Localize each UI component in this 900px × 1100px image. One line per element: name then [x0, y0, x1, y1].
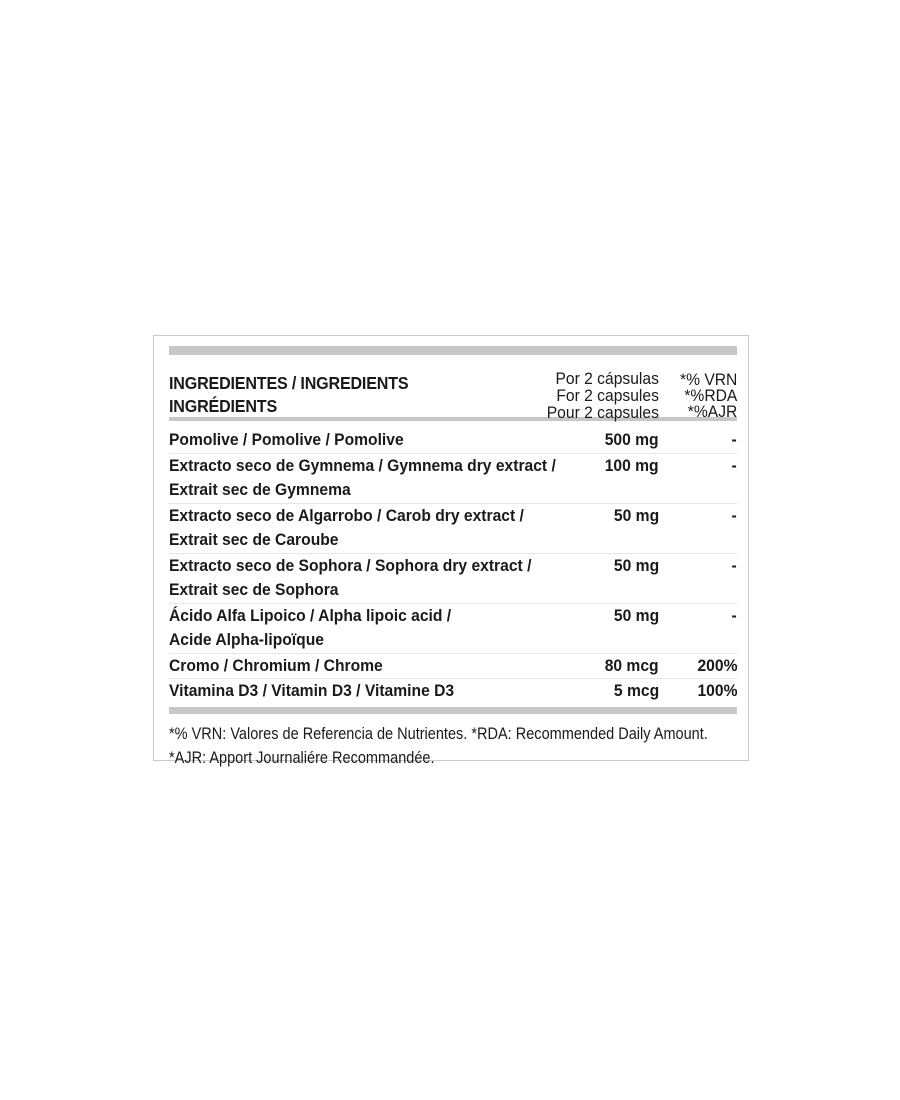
- ingredient-percentage: -: [731, 555, 737, 575]
- ingredient-quantity: 50 mg: [613, 505, 659, 525]
- ingredient-quantity: 80 mcg: [605, 655, 659, 675]
- ingredient-name-line1: Cromo / Chromium / Chrome: [169, 655, 383, 675]
- ingredient-quantity: 50 mg: [613, 605, 659, 625]
- ingredient-percentage: -: [731, 455, 737, 475]
- ingredient-name-line1: Ácido Alfa Lipoico / Alpha lipoic acid /: [169, 605, 452, 625]
- footnote: [169, 722, 708, 770]
- ingredient-name-line1: Extracto seco de Sophora / Sophora dry extract /: [169, 555, 532, 575]
- header-title-line2: INGRÉDIENTS: [169, 396, 278, 416]
- ingredient-name: [169, 454, 565, 503]
- header-title: [169, 372, 408, 418]
- ingredient-name-line2: Extrait sec de Gymnema: [169, 480, 351, 499]
- table-row: [169, 504, 737, 554]
- ingredient-quantity: 50 mg: [613, 555, 659, 575]
- ingredient-percentage: 200%: [696, 655, 737, 675]
- ingredient-name-line1: Pomolive / Pomolive / Pomolive: [169, 430, 404, 449]
- header-vrn: *% VRN: [679, 370, 737, 389]
- ingredient-quantity: 100 mg: [605, 455, 659, 475]
- header-dose-en: For 2 capsules: [556, 386, 659, 405]
- table-row: [169, 604, 737, 654]
- header-rda: *%RDA: [683, 386, 737, 405]
- ingredient-name: [169, 428, 565, 453]
- ingredient-name: [169, 554, 565, 603]
- ingredient-name-line2: Acide Alpha-lipoïque: [169, 630, 324, 649]
- ingredient-name-line2: Extrait sec de Caroube: [169, 530, 339, 549]
- header-dose-es: Por 2 cápsulas: [555, 369, 659, 388]
- table-row: [169, 554, 737, 604]
- ingredient-percentage: -: [731, 430, 737, 449]
- ingredient-name: [169, 679, 565, 704]
- ingredient-quantity: 500 mg: [605, 430, 659, 449]
- ingredient-name-line2: Extrait sec de Sophora: [169, 580, 339, 599]
- ingredient-name-line1: Vitamina D3 / Vitamin D3 / Vitamine D3: [169, 681, 455, 700]
- ingredient-name: [169, 654, 565, 679]
- ingredient-percentage: 100%: [696, 681, 737, 700]
- ingredients-table-inner: [169, 346, 737, 770]
- header-dose-fr: Pour 2 capsules: [546, 403, 659, 422]
- ingredient-name: [169, 504, 565, 553]
- ingredient-name-line1: Extracto seco de Algarrobo / Carob dry extract /: [169, 505, 524, 525]
- ingredient-quantity: 5 mcg: [613, 681, 659, 700]
- footnote-line2: *AJR: Apport Journaliére Recommandée.: [169, 748, 435, 767]
- top-divider-bar: [169, 346, 737, 355]
- header-ajr: *%AJR: [687, 402, 737, 421]
- ingredients-table: [153, 335, 749, 767]
- header-title-line1: INGREDIENTES / INGREDIENTS: [169, 373, 409, 393]
- footnote-line1: *% VRN: Valores de Referencia de Nutrientes. *RDA: Recommended Daily Amount.: [169, 724, 708, 743]
- header-reference: [680, 372, 737, 420]
- ingredient-percentage: -: [731, 605, 737, 625]
- table-row: [169, 679, 737, 704]
- ingredient-rows: [169, 428, 737, 704]
- ingredient-percentage: -: [731, 505, 737, 525]
- table-row: [169, 428, 737, 454]
- bottom-divider-bar: [169, 707, 737, 714]
- ingredient-name: [169, 604, 565, 653]
- table-row: [169, 654, 737, 680]
- table-row: [169, 454, 737, 504]
- ingredient-name-line1: Extracto seco de Gymnema / Gymnema dry extract /: [169, 455, 556, 475]
- header-dose: [547, 370, 659, 421]
- table-header: [169, 355, 737, 422]
